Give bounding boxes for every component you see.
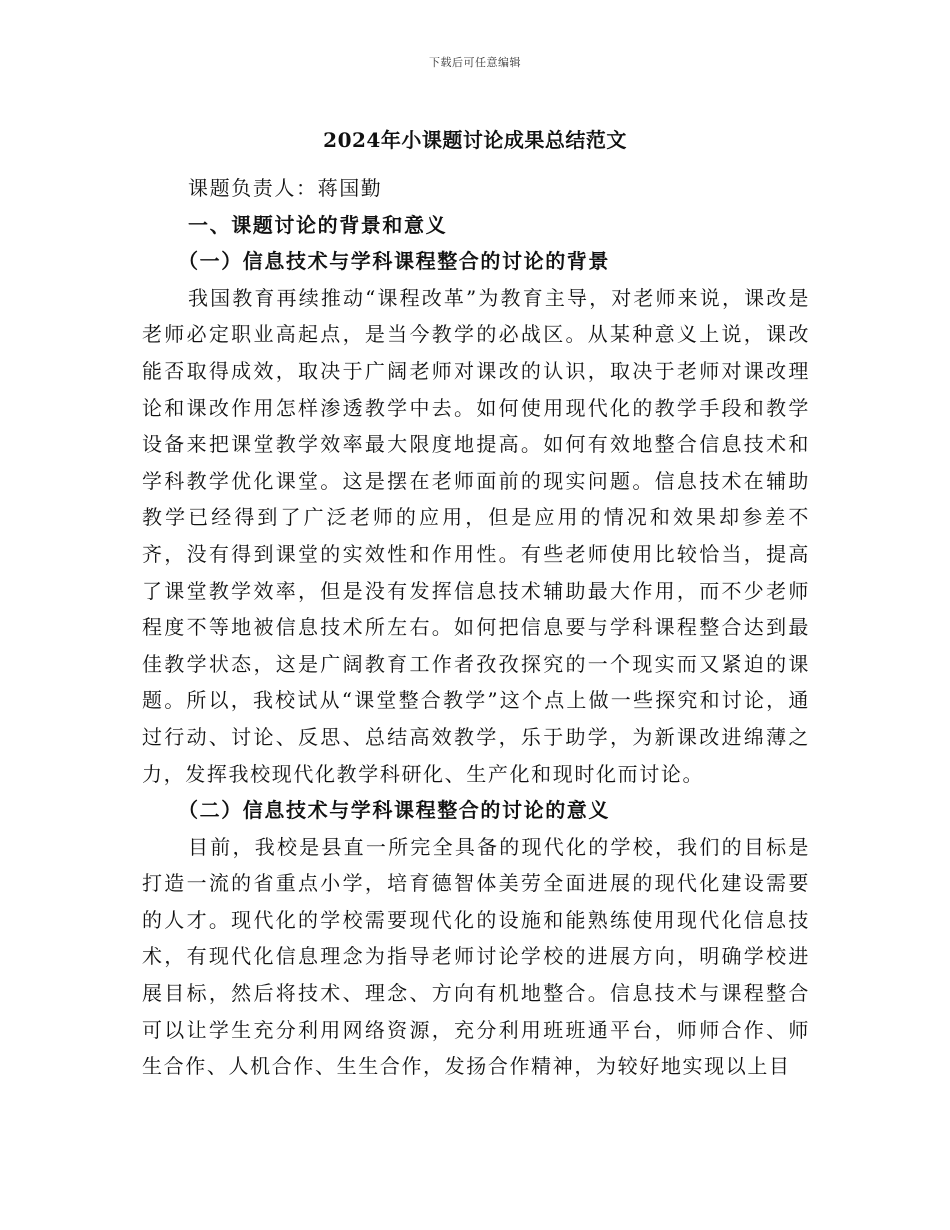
paragraph-background: 我国教育再续推动“课程改革”为教育主导，对老师来说，课改是老师必定职业高起点，是当今教学的必战区。从某种意义上说，课改能否取得成效，取决于广阔老师对课改的认识，取决于老师对课改理论和课改作用怎样渗透教学中去。如何使用现代化的教学手段和教学设备来把课堂教学效率最大限度地提高。如何有效地整合信息技术和学科教学优化课堂。这是摆在老师面前的现实问题。信息技术在辅助教学已经得到了广泛老师的应用，但是应用的情况和效果却参差不齐，没有得到课堂的实效性和作用性。有些老师使用比较恰当，提高了课堂教学效率，但是没有发挥信息技术辅助最大作用，而不少老师程度不等地被信息技术所左右。如何把信息要与学科课程整合达到最佳教学状态，这是广阔教育工作者孜孜探究的一个现实而又紧迫的课题。所以，我校试从“课堂整合教学”这个点上做一些探究和讨论，通过行动、讨论、反思、总结高效教学，乐于助学，为新课改进绵薄之力，发挥我校现代化教学科研化、生产化和现时化而讨论。: [142, 285, 810, 786]
section-heading-background-significance: 一、课题讨论的背景和意义: [188, 212, 448, 237]
subsection-heading-significance: （二）信息技术与学科课程整合的讨论的意义: [178, 798, 610, 823]
page-header-note: 下载后可任意编辑: [429, 56, 521, 69]
author-line: 课题负责人：蒋国勤: [188, 176, 383, 200]
subsection-heading-background: （一）信息技术与学科课程整合的讨论的背景: [178, 249, 610, 274]
paragraph-significance: 目前，我校是县直一所完全具备的现代化的学校，我们的目标是打造一流的省重点小学，培育德智体美劳全面进展的现代化建设需要的人才。现代化的学校需要现代化的设施和能熟练使用现代化信息技术，有现代化信息理念为指导老师讨论学校的进展方向，明确学校进展目标，然后将技术、理念、方向有机地整合。信息技术与课程整合可以让学生充分利用网络资源，充分利用班班通平台，师师合作、师生合作、人机合作、生生合作，发扬合作精神，为较好地实现以上目: [142, 834, 810, 1079]
document-body: [142, 170, 810, 1085]
document-title: 2024年小课题讨论成果总结范文: [323, 128, 627, 152]
